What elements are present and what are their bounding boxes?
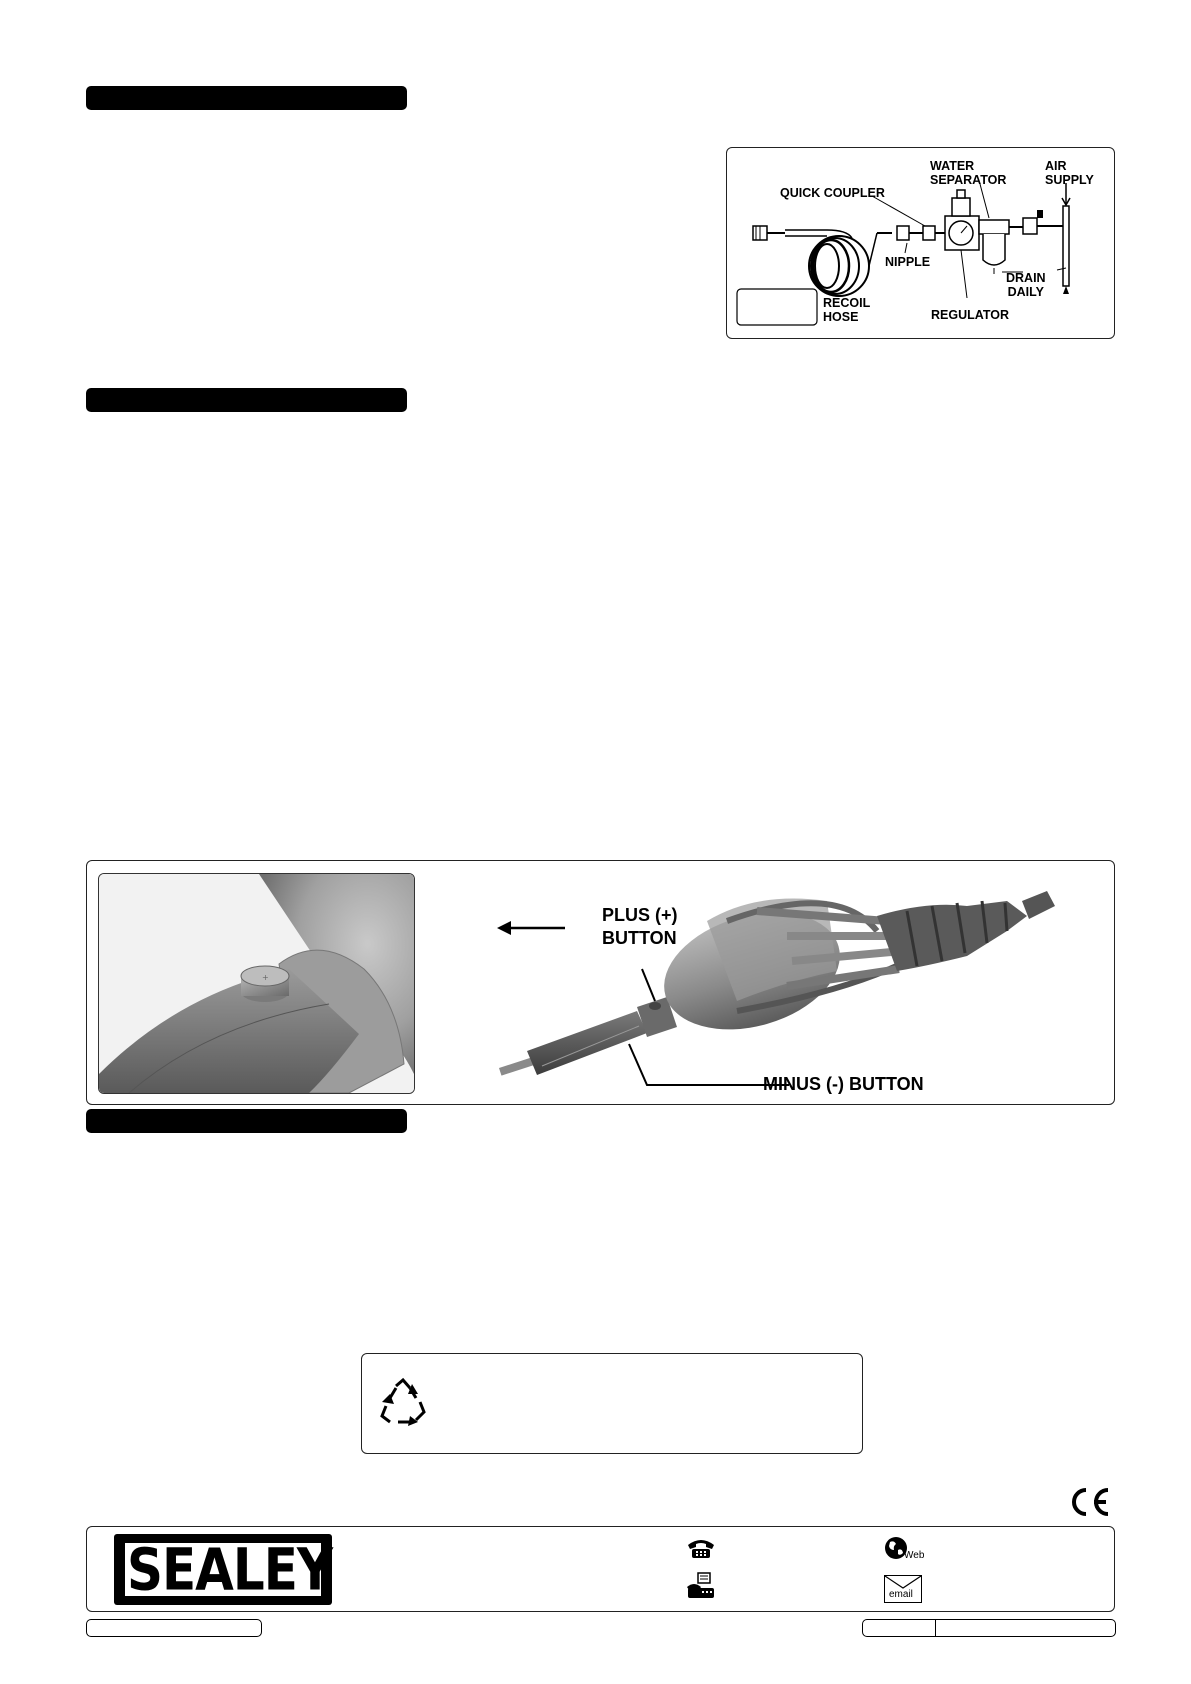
section-header-bar-1 xyxy=(86,86,407,110)
bottom-right-box xyxy=(862,1619,1116,1637)
section-header-bar-2 xyxy=(86,388,407,412)
sealey-logo xyxy=(114,1534,332,1605)
quick-coupler-label: QUICK COUPLER xyxy=(780,186,885,200)
air-tool-drawing xyxy=(407,861,1107,1104)
phone-icon xyxy=(686,1537,716,1559)
button-closeup-image xyxy=(98,873,415,1094)
section-header-bar-3 xyxy=(86,1109,407,1133)
drain-daily-label: DRAIN DAILY xyxy=(1006,271,1046,299)
email-icon xyxy=(884,1575,922,1603)
water-separator-label: WATER SEPARATOR xyxy=(930,159,1007,187)
sealey-logo-text: SEALEY xyxy=(127,1536,333,1604)
bottom-right-divider xyxy=(935,1620,936,1636)
web-label: Web xyxy=(904,1550,925,1561)
air-supply-diagram xyxy=(726,147,1115,339)
bottom-left-box xyxy=(86,1619,262,1637)
recoil-hose-label: RECOIL HOSE xyxy=(823,296,871,324)
ce-mark-icon xyxy=(1068,1486,1112,1518)
recycle-notice-box xyxy=(361,1353,863,1454)
regulator-label: REGULATOR xyxy=(931,308,1010,322)
nipple-label: NIPPLE xyxy=(885,255,931,269)
recycle-icon xyxy=(376,1376,430,1430)
svg-text:+: + xyxy=(262,973,269,982)
footer-panel xyxy=(86,1526,1115,1612)
fax-icon xyxy=(686,1573,716,1599)
email-label: email xyxy=(889,1589,913,1600)
minus-button-label: MINUS (-) BUTTON xyxy=(763,1074,924,1094)
air-supply-label: AIR SUPPLY xyxy=(1045,159,1094,187)
tool-figure xyxy=(86,860,1115,1105)
plus-button-label: PLUS (+) BUTTON xyxy=(602,905,678,948)
